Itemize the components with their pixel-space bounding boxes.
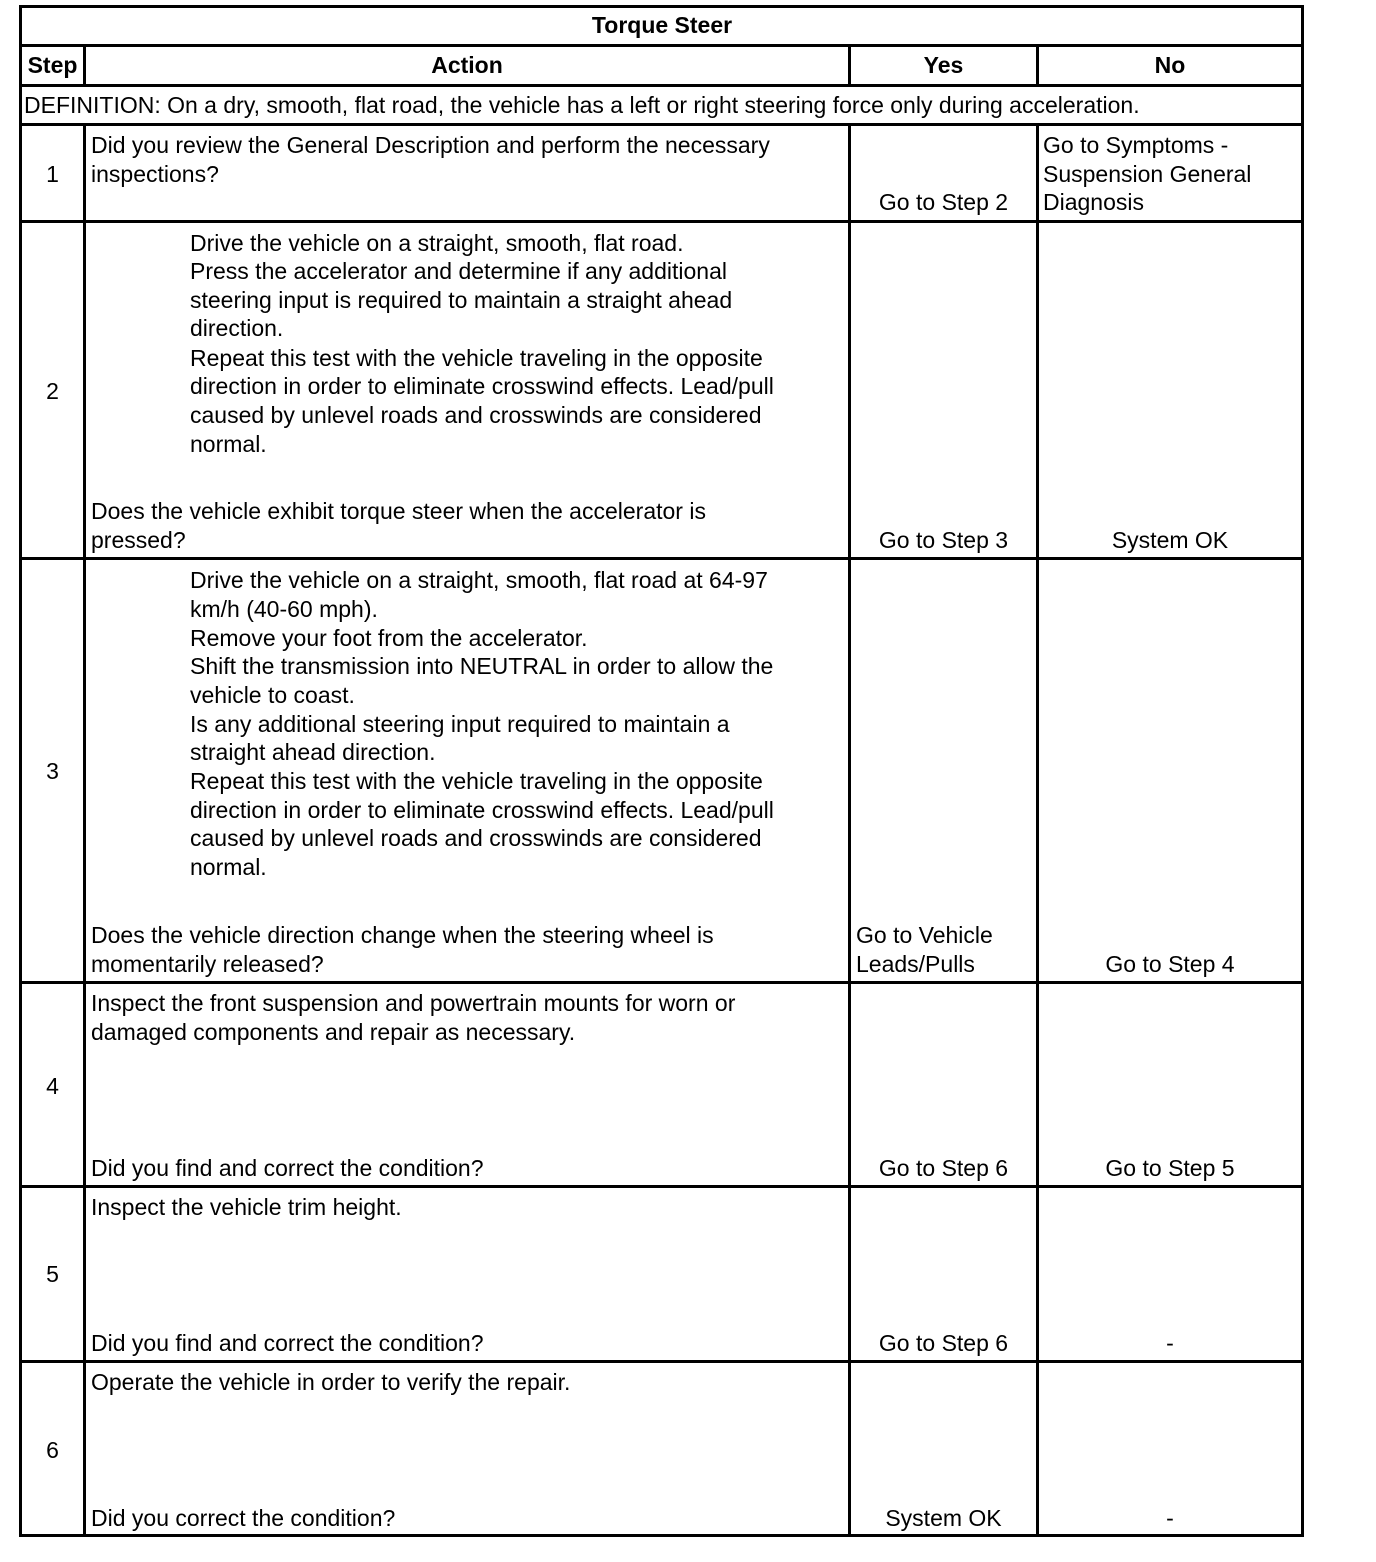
row-divider xyxy=(19,44,1304,47)
header-no: No xyxy=(1154,52,1186,78)
step-question: Does the vehicle exhibit torque steer when the accelerator is xyxy=(91,498,706,524)
column-divider xyxy=(83,123,86,1535)
step-instruction: normal. xyxy=(190,431,267,457)
step-question: Did you find and correct the condition? xyxy=(91,1155,484,1181)
yes-outcome: Leads/Pulls xyxy=(856,951,975,977)
no-outcome: Diagnosis xyxy=(1043,189,1144,215)
step-number: 6 xyxy=(46,1437,59,1463)
row-divider xyxy=(19,981,1304,984)
row-divider xyxy=(19,1360,1304,1363)
step-instruction: Operate the vehicle in order to verify the repair. xyxy=(91,1369,571,1395)
row-divider xyxy=(19,84,1304,87)
step-instruction: km/h (40-60 mph). xyxy=(190,596,378,622)
step-question: inspections? xyxy=(91,161,219,187)
step-instruction: normal. xyxy=(190,854,267,880)
step-question: Did you correct the condition? xyxy=(91,1505,396,1531)
step-instruction: damaged components and repair as necessary. xyxy=(91,1019,576,1045)
step-question: momentarily released? xyxy=(91,951,324,977)
step-instruction: caused by unlevel roads and crosswinds are considered xyxy=(190,825,762,851)
step-question: Did you review the General Description and perform the necessary xyxy=(91,132,770,158)
step-instruction: Repeat this test with the vehicle traveling in the opposite xyxy=(190,345,763,371)
yes-outcome: Go to Step 6 xyxy=(878,1330,1009,1356)
column-divider xyxy=(1036,123,1039,1535)
no-outcome: System OK xyxy=(1111,527,1229,553)
step-number: 5 xyxy=(46,1261,59,1287)
no-outcome: Go to Symptoms - xyxy=(1043,132,1229,158)
no-outcome: Go to Step 5 xyxy=(1105,1155,1235,1181)
header-yes: Yes xyxy=(923,52,964,78)
step-instruction: direction. xyxy=(190,315,284,341)
step-number: 2 xyxy=(46,378,59,404)
row-divider xyxy=(19,123,1304,126)
yes-outcome: Go to Step 6 xyxy=(878,1155,1009,1181)
step-instruction: direction in order to eliminate crosswind effects. Lead/pull xyxy=(190,797,774,823)
step-question: Did you find and correct the condition? xyxy=(91,1330,484,1356)
step-instruction: straight ahead direction. xyxy=(190,739,436,765)
step-instruction: Repeat this test with the vehicle traveling in the opposite xyxy=(190,768,763,794)
table-title: Torque Steer xyxy=(591,12,733,38)
row-divider xyxy=(19,220,1304,223)
definition-text: DEFINITION: On a dry, smooth, flat road, the vehicle has a left or right steering force only during acceleration. xyxy=(24,92,1140,118)
step-question: Does the vehicle direction change when the steering wheel is xyxy=(91,922,714,948)
step-instruction: vehicle to coast. xyxy=(190,682,355,708)
step-instruction: Remove your foot from the accelerator. xyxy=(190,625,588,651)
yes-outcome: System OK xyxy=(885,1505,1002,1531)
step-question: pressed? xyxy=(91,527,186,553)
yes-outcome: Go to Vehicle xyxy=(856,922,993,948)
yes-outcome: Go to Step 2 xyxy=(878,189,1009,215)
step-instruction: Is any additional steering input required to maintain a xyxy=(190,711,730,737)
no-outcome: - xyxy=(1166,1505,1174,1531)
step-instruction: Shift the transmission into NEUTRAL in order to allow the xyxy=(190,653,774,679)
no-outcome: Go to Step 4 xyxy=(1105,951,1235,977)
header-step: Step xyxy=(27,52,78,78)
step-instruction: direction in order to eliminate crosswind effects. Lead/pull xyxy=(190,373,774,399)
step-instruction: caused by unlevel roads and crosswinds are considered xyxy=(190,402,762,428)
column-divider xyxy=(848,123,851,1535)
row-divider xyxy=(19,1185,1304,1188)
yes-outcome: Go to Step 3 xyxy=(878,527,1009,553)
no-outcome: Suspension General xyxy=(1043,161,1252,187)
step-instruction: steering input is required to maintain a straight ahead xyxy=(190,287,733,313)
step-instruction: Drive the vehicle on a straight, smooth, flat road at 64-97 xyxy=(190,567,768,593)
step-instruction: Drive the vehicle on a straight, smooth, flat road. xyxy=(190,230,684,256)
step-instruction: Inspect the front suspension and powertrain mounts for worn or xyxy=(91,990,736,1016)
step-number: 1 xyxy=(46,161,59,187)
step-instruction: Inspect the vehicle trim height. xyxy=(91,1194,402,1220)
step-number: 4 xyxy=(46,1073,59,1099)
step-number: 3 xyxy=(46,758,59,784)
header-action: Action xyxy=(431,52,503,78)
row-divider xyxy=(19,557,1304,560)
step-instruction: Press the accelerator and determine if any additional xyxy=(190,258,727,284)
no-outcome: - xyxy=(1166,1330,1174,1356)
